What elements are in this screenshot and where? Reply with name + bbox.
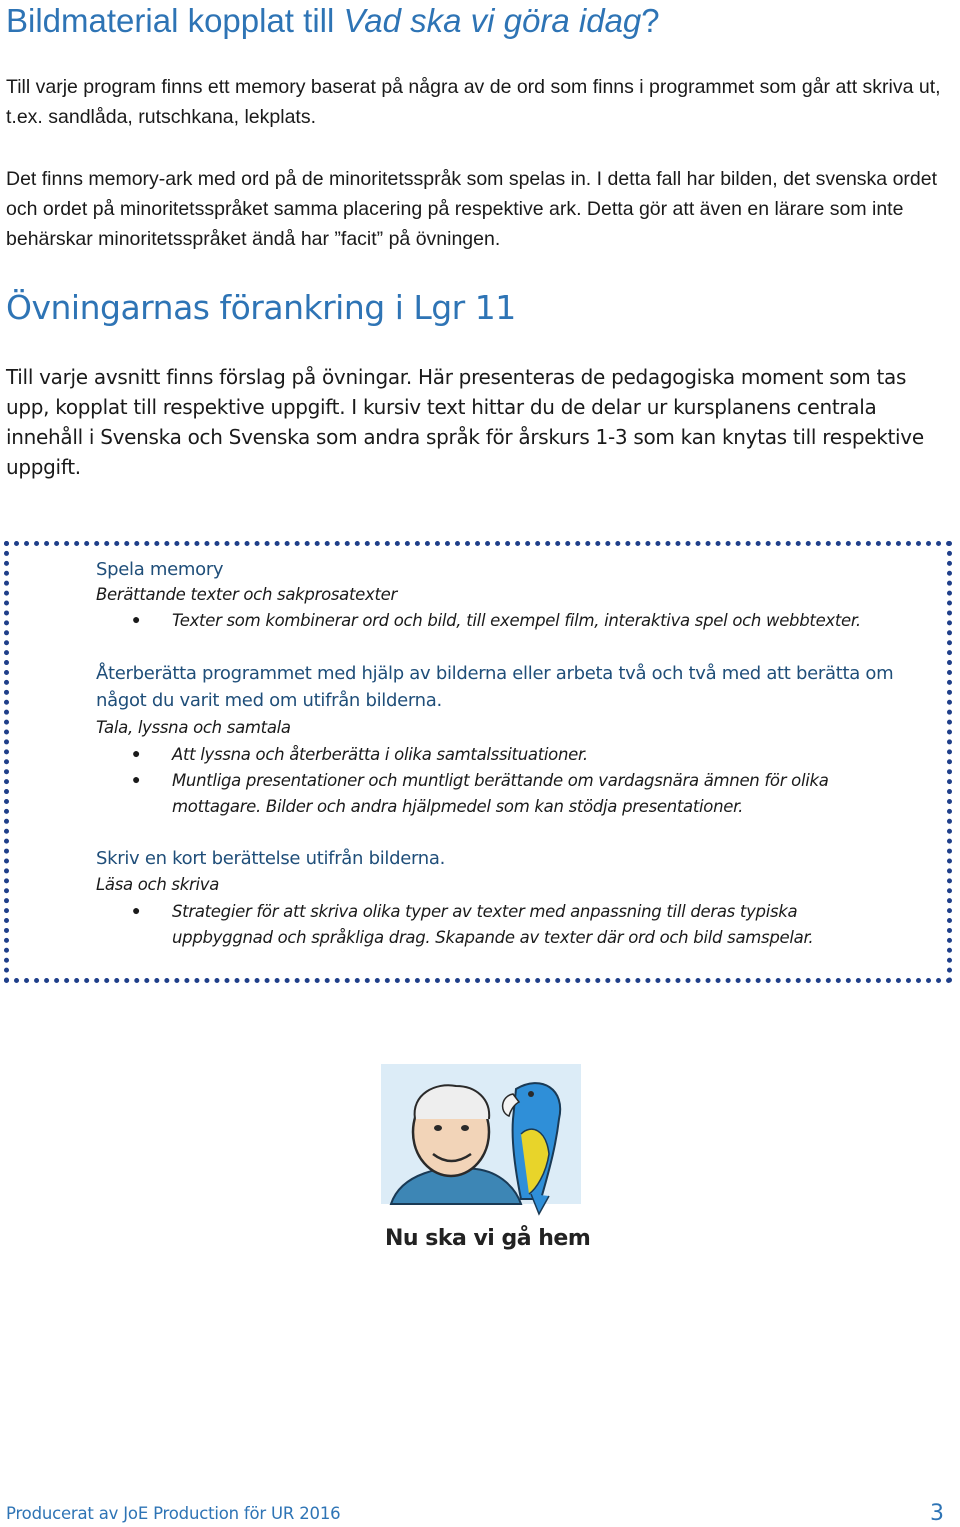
exercise-bullet-1-1: Texter som kombinerar ord och bild, till exempel film, interaktiva spel och webbtexter. — [172, 611, 861, 630]
footer-text: Producerat av JoE Production för UR 2016 — [6, 1504, 341, 1523]
page-title-italic: Vad ska vi göra idag — [343, 2, 642, 39]
exercise-bullet-2-2: Muntliga presentationer och muntligt berättande om vardagsnära ämnen för olika mottagare. Bilder och andra hjälpmedel som kan stödja presentationer. — [172, 771, 829, 816]
exercise-title-1: Spela memory — [96, 559, 224, 580]
section-heading-lgr11: Övningarnas förankring i Lgr 11 — [6, 288, 516, 327]
exercise-subtitle-3: Läsa och skriva — [96, 875, 220, 894]
page-title — [6, 0, 660, 42]
lgr-paragraph: Till varje avsnitt finns förslag på övningar. Här presenteras de pedagogiska moment som tas upp, kopplat till respektive uppgift. I kursiv text hittar du de delar ur kursplanens centrala innehåll i Svenska och Svenska som andra språk för årskurs 1-3 som kan knytas till respektive uppgift. — [6, 365, 924, 479]
page-title-plain: Bildmaterial kopplat till — [6, 2, 344, 39]
intro-paragraph-2: Det finns memory-ark med ord på de minoritetsspråk som spelas in. I detta fall har bilden, det svenska ordet och ordet på minoritetsspråket samma placering på respektive ark. Detta gör att även en lärare som inte behärskar minoritetsspråket ändå har ”facit” på övningen. — [6, 168, 938, 250]
bullet-icon: ● — [132, 771, 141, 787]
bullet-icon: ● — [132, 745, 141, 761]
page-title-suffix: ? — [641, 2, 660, 39]
exercise-title-3: Skriv en kort berättelse utifrån bilderna. — [96, 848, 446, 869]
exercise-subtitle-2: Tala, lyssna och samtala — [96, 718, 291, 737]
intro-paragraph-1: Till varje program finns ett memory baserat på några av de ord som finns i programmet som går att skriva ut, t.ex. sandlåda, rutschkana, lekplats. — [6, 76, 941, 128]
exercise-title-2: Återberätta programmet med hjälp av bilderna eller arbeta två och två med att berätta om något du varit med om utifrån bilderna. — [96, 663, 894, 711]
illustration-caption: Nu ska vi gå hem — [385, 1226, 591, 1251]
exercise-subtitle-1: Berättande texter och sakprosatexter — [96, 585, 397, 604]
page-number: 3 — [930, 1501, 944, 1526]
bullet-icon: ● — [132, 611, 141, 627]
bullet-icon: ● — [132, 902, 141, 918]
exercise-bullet-3-1: Strategier för att skriva olika typer av texter med anpassning till deras typiska uppbyggnad och språkliga drag. Skapande av texter där ord och bild samspelar. — [172, 902, 814, 947]
exercise-bullet-2-1: Att lyssna och återberätta i olika samtalssituationer. — [172, 745, 588, 764]
